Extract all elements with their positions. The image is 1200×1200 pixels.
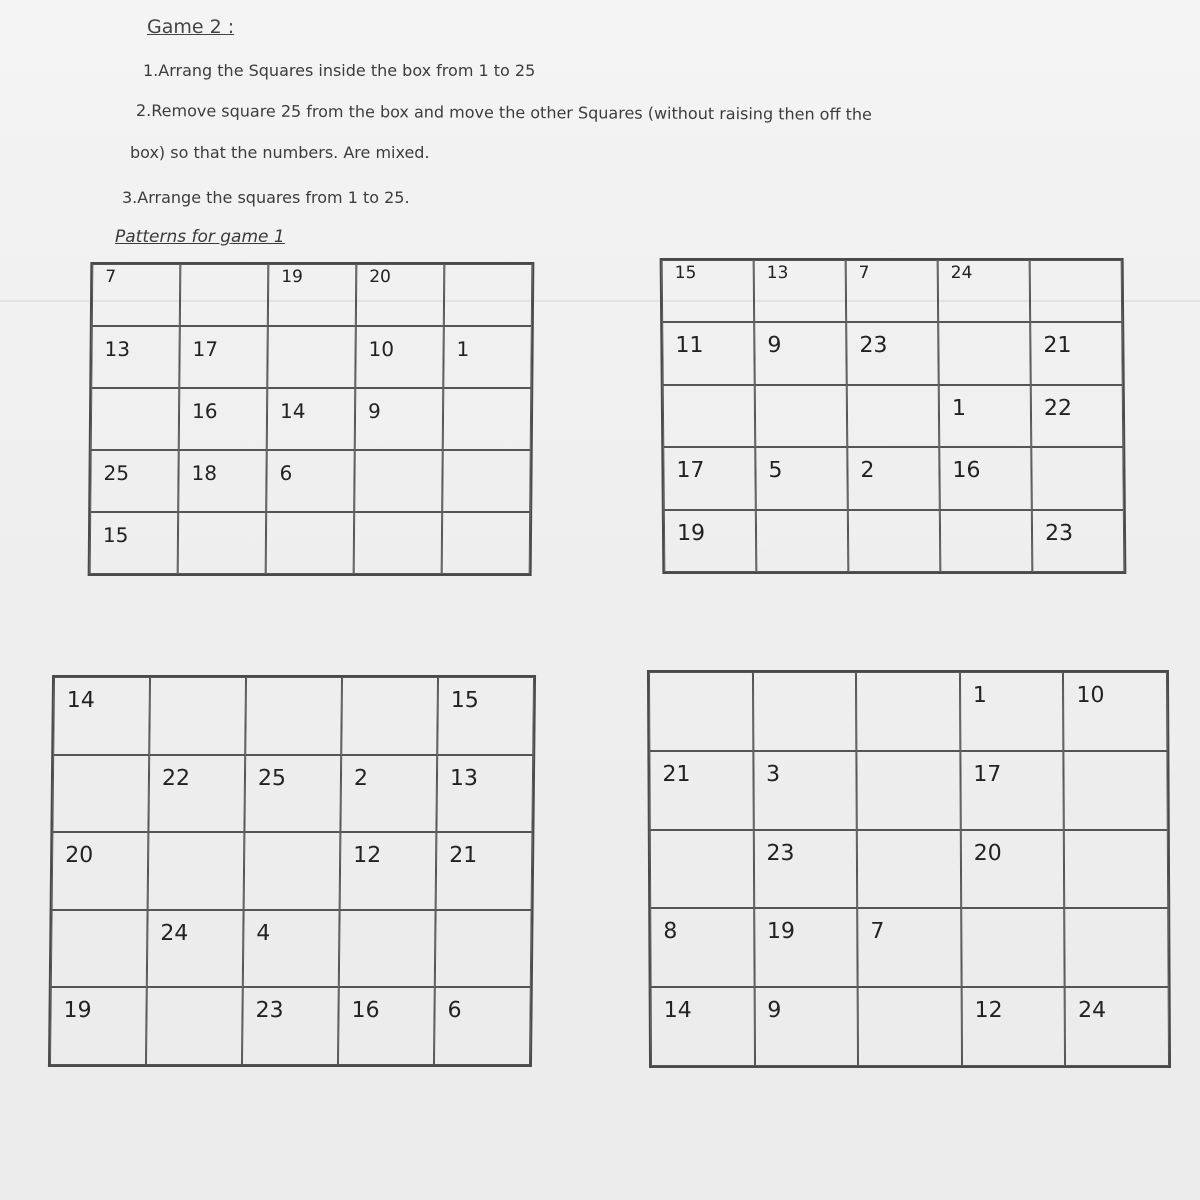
grid-cell xyxy=(1064,830,1168,909)
grid-cell xyxy=(1063,672,1167,751)
instruction-1: 1.Arrang the Squares inside the box from 1 to 25 xyxy=(143,61,536,80)
cell-number: 7 xyxy=(105,267,117,287)
cell-number: 6 xyxy=(279,461,293,485)
grid-cell xyxy=(442,512,531,574)
game-title: Game 2 : xyxy=(147,16,235,38)
grid-cell xyxy=(91,326,180,388)
cell-number: 11 xyxy=(675,333,704,359)
grid-cell xyxy=(846,260,939,322)
grid-cell xyxy=(1065,987,1169,1066)
grid-cell xyxy=(846,322,939,384)
grid-cell xyxy=(148,832,245,910)
cell-number: 15 xyxy=(674,263,697,283)
grid-cell xyxy=(444,264,533,326)
grid-cell xyxy=(443,388,532,450)
grid-cell xyxy=(442,450,531,512)
cell-number: 17 xyxy=(676,458,705,484)
grid-cell xyxy=(266,450,355,512)
cell-number: 23 xyxy=(766,840,795,866)
grid-cell xyxy=(663,447,756,509)
cell-number: 18 xyxy=(191,461,218,485)
grid-cell xyxy=(754,908,858,987)
grid-cell xyxy=(53,677,150,755)
grid-cell xyxy=(180,264,269,326)
grid-cell xyxy=(847,385,940,447)
grid-cell xyxy=(961,987,1065,1066)
instruction-3: 3.Arrange the squares from 1 to 25. xyxy=(122,188,410,207)
grid-cell xyxy=(651,987,755,1066)
cell-number: 1 xyxy=(951,395,967,421)
cell-number: 16 xyxy=(191,399,218,423)
cell-number: 19 xyxy=(676,520,706,546)
grid-cell xyxy=(51,910,148,988)
cell-number: 6 xyxy=(447,998,462,1024)
grid-cell xyxy=(753,672,857,751)
grid-cell xyxy=(179,388,268,450)
pattern-grid-4 xyxy=(647,670,1171,1068)
grid-cell xyxy=(437,677,534,755)
grid-cell xyxy=(90,512,179,574)
cell-number: 12 xyxy=(974,998,1003,1024)
cell-number: 7 xyxy=(858,263,870,283)
grid-cell xyxy=(662,260,755,322)
grid-cell xyxy=(848,510,941,572)
grid-cell xyxy=(938,322,1031,384)
cell-number: 7 xyxy=(870,919,885,945)
grid-cell xyxy=(1064,751,1168,830)
cell-number: 21 xyxy=(662,761,691,787)
cell-number: 20 xyxy=(65,843,94,869)
cell-number: 21 xyxy=(1043,333,1072,359)
grid-cell xyxy=(960,672,1064,751)
cell-number: 9 xyxy=(767,998,782,1024)
cell-number: 23 xyxy=(859,333,888,359)
grid-cell xyxy=(434,987,531,1065)
cell-number: 15 xyxy=(102,523,129,547)
grid-cell xyxy=(961,908,1065,987)
grid-cell xyxy=(1031,385,1124,447)
cell-number: 24 xyxy=(1078,998,1107,1024)
cell-number: 10 xyxy=(368,337,395,361)
pattern-grid-2 xyxy=(660,258,1127,574)
grid-cell xyxy=(355,326,444,388)
grid-cell xyxy=(857,830,961,909)
grid-cell xyxy=(754,260,847,322)
grid-cell xyxy=(1030,260,1123,322)
cell-number: 3 xyxy=(766,761,781,787)
grid-cell xyxy=(436,755,533,833)
grid-cell xyxy=(338,987,435,1065)
grid-cell xyxy=(242,987,339,1065)
cell-number: 22 xyxy=(1043,395,1073,421)
cell-number: 14 xyxy=(663,998,692,1024)
cell-number: 13 xyxy=(766,263,789,283)
grid-cell xyxy=(178,512,267,574)
cell-number: 10 xyxy=(1076,683,1105,708)
cell-number: 9 xyxy=(767,333,782,359)
grid-cell xyxy=(662,322,755,384)
cell-number: 1 xyxy=(456,337,470,361)
grid-cell xyxy=(650,908,754,987)
cell-number: 9 xyxy=(367,399,381,423)
grid-cell xyxy=(244,755,341,833)
grid-cell xyxy=(939,385,1032,447)
grid-cell xyxy=(266,512,355,574)
grid-cell xyxy=(339,910,436,988)
cell-number: 19 xyxy=(281,267,303,287)
grid-cell xyxy=(856,672,960,751)
grid-cell xyxy=(960,751,1064,830)
patterns-subtitle: Patterns for game 1 xyxy=(115,227,285,247)
grid-cell xyxy=(243,910,340,988)
cell-number: 12 xyxy=(353,843,382,869)
grid-cell xyxy=(267,326,356,388)
grid-cell xyxy=(443,326,532,388)
grid-cell xyxy=(847,447,940,509)
grid-cell xyxy=(436,832,533,910)
grid-cell xyxy=(961,830,1065,909)
cell-number: 25 xyxy=(257,765,287,791)
cell-number: 20 xyxy=(973,840,1002,866)
cell-number: 24 xyxy=(160,920,189,946)
instruction-2: 2.Remove square 25 from the box and move the other Squares (without raising then off the xyxy=(135,101,872,124)
grid-cell xyxy=(52,755,149,833)
grid-cell xyxy=(354,512,443,574)
pattern-grid-3 xyxy=(48,675,536,1067)
cell-number: 19 xyxy=(63,998,92,1024)
grid-cell xyxy=(178,450,267,512)
grid-cell xyxy=(354,450,443,512)
grid-cell xyxy=(341,677,438,755)
grid-cell xyxy=(753,751,857,830)
grid-cell xyxy=(268,264,357,326)
cell-number: 23 xyxy=(255,998,284,1024)
cell-number: 16 xyxy=(351,998,380,1024)
grid-cell xyxy=(90,450,179,512)
grid-cell xyxy=(755,385,848,447)
cell-number: 14 xyxy=(279,399,306,423)
cell-number: 20 xyxy=(369,267,391,287)
cell-number: 4 xyxy=(256,920,271,946)
cell-number: 2 xyxy=(860,458,875,484)
cell-number: 19 xyxy=(766,919,795,945)
grid-cell xyxy=(149,677,246,755)
cell-number: 21 xyxy=(449,843,478,869)
grid-cell xyxy=(649,751,753,830)
cell-number: 1 xyxy=(972,683,987,708)
cell-number: 5 xyxy=(768,458,783,484)
grid-cell xyxy=(938,260,1031,322)
grid-cell xyxy=(52,832,149,910)
grid-cell xyxy=(857,751,961,830)
grid-cell xyxy=(356,264,445,326)
grid-cell xyxy=(147,910,244,988)
cell-number: 17 xyxy=(973,761,1002,787)
grid-cell xyxy=(340,832,437,910)
cell-number: 25 xyxy=(103,461,130,485)
grid-cell xyxy=(754,322,847,384)
cell-number: 24 xyxy=(950,263,973,283)
cell-number: 22 xyxy=(161,765,191,791)
grid-cell xyxy=(179,326,268,388)
grid-cell xyxy=(754,987,858,1066)
grid-cell xyxy=(1032,510,1125,572)
cell-number: 13 xyxy=(104,337,131,361)
grid-cell xyxy=(650,830,754,909)
cell-number: 23 xyxy=(1044,520,1074,546)
grid-cell xyxy=(148,755,245,833)
grid-cell xyxy=(146,987,243,1065)
grid-cell xyxy=(1030,322,1123,384)
cell-number: 13 xyxy=(449,765,479,791)
grid-cell xyxy=(245,677,342,755)
grid-cell xyxy=(753,830,857,909)
pattern-grid-1 xyxy=(88,262,535,576)
cell-number: 16 xyxy=(952,458,981,484)
grid-cell xyxy=(1065,908,1169,987)
cell-number: 15 xyxy=(450,688,479,713)
grid-cell xyxy=(1031,447,1124,509)
grid-cell xyxy=(858,987,962,1066)
grid-cell xyxy=(649,672,753,751)
cell-number: 17 xyxy=(192,337,219,361)
grid-cell xyxy=(940,510,1033,572)
grid-cell xyxy=(340,755,437,833)
grid-cell xyxy=(939,447,1032,509)
grid-cell xyxy=(663,385,756,447)
cell-number: 14 xyxy=(66,688,95,713)
cell-number: 8 xyxy=(663,919,678,945)
grid-cell xyxy=(355,388,444,450)
instruction-2-continued: box) so that the numbers. Are mixed. xyxy=(130,143,430,162)
grid-cell xyxy=(756,510,849,572)
grid-cell xyxy=(91,388,180,450)
grid-cell xyxy=(755,447,848,509)
grid-cell xyxy=(50,987,147,1065)
grid-cell xyxy=(92,264,181,326)
grid-cell xyxy=(435,910,532,988)
grid-cell xyxy=(664,510,757,572)
grid-cell xyxy=(857,908,961,987)
cell-number: 2 xyxy=(353,765,369,791)
grid-cell xyxy=(267,388,356,450)
grid-cell xyxy=(244,832,341,910)
